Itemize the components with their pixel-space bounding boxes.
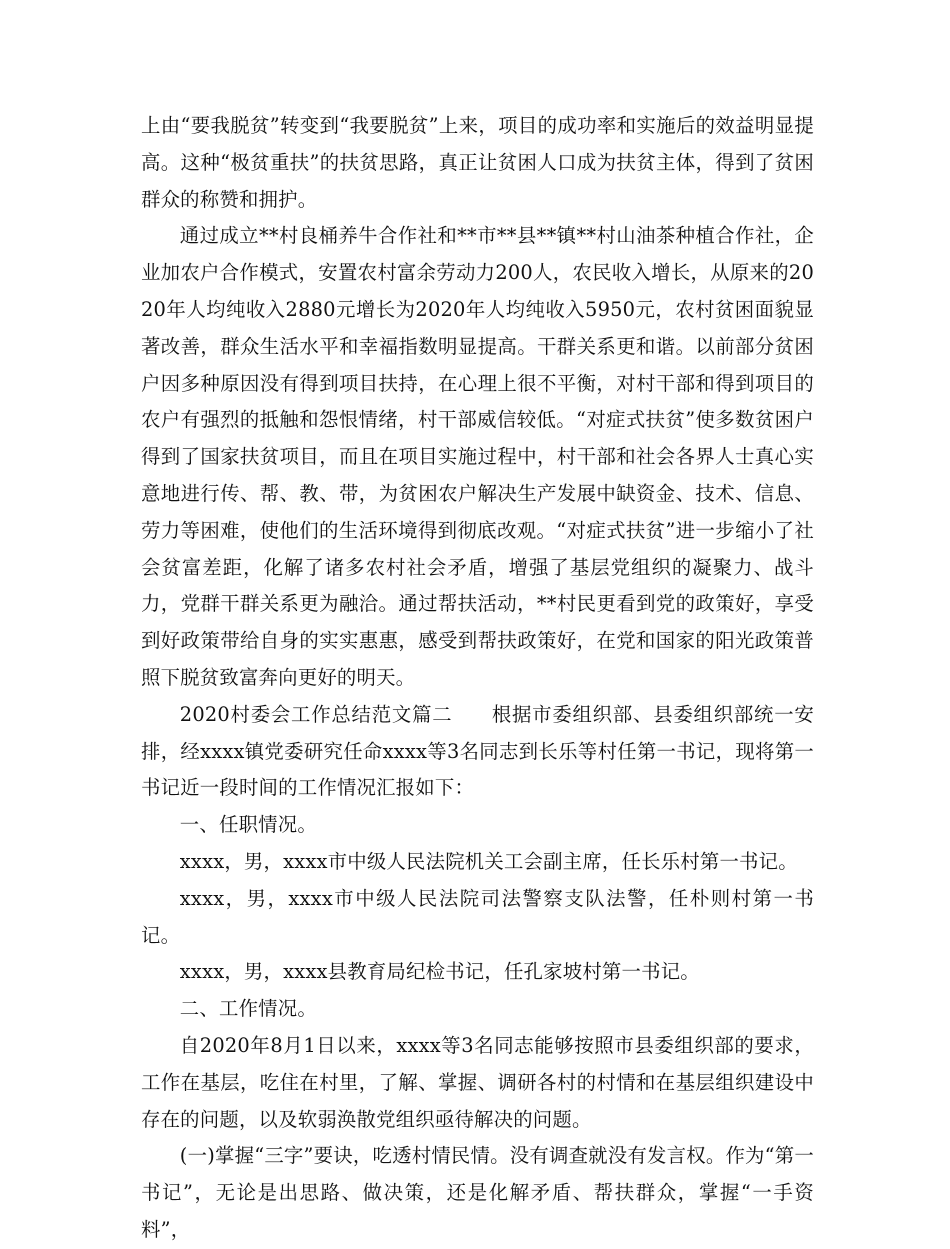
heading-work: 二、工作情况。 bbox=[179, 997, 317, 1021]
section-two-text: 根据市委组织部、县委组织部统一安排，经xxxx镇党委研究任命xxxx等3名同志到长乐等村任第一书记，现将第一书记近一段时间的工作情况汇报如下： bbox=[141, 702, 814, 800]
heading-appointment: 一、任职情况。 bbox=[179, 813, 317, 837]
appointee-1: xxxx，男，xxxx市中级人民法院机关工会副主席，任长乐村第一书记。 bbox=[179, 849, 798, 873]
work-paragraph: 自2020年8月1日以来，xxxx等3名同志能够按照市县委组织部的要求，工作在基层，吃住在村里，了解、掌握、调研各村的村情和在基层组织建设中存在的问题，以及软弱涣散党组织亟待解决的问题。 bbox=[141, 1033, 814, 1131]
section-two-paragraph bbox=[141, 697, 814, 807]
appointee-3: xxxx，男，xxxx县教育局纪检书记，任孔家坡村第一书记。 bbox=[179, 960, 700, 984]
appointee-2: xxxx，男，xxxx市中级人民法院司法警察支队法警，任朴则村第一书记。 bbox=[141, 886, 814, 947]
section-one-paragraph: (一)掌握“三字”要诀，吃透村情民情。没有调查就没有发言权。作为“第一书记”，无论是出思路、做决策，还是化解矛盾、帮扶群众，掌握“一手资料”， bbox=[141, 1144, 814, 1241]
section-two-title: 2020村委会工作总结范文篇二 bbox=[179, 702, 453, 726]
paragraph-1: 上由“要我脱贫”转变到“我要脱贫”上来，项目的成功率和实施后的效益明显提高。这种“极贫重扶”的扶贫思路，真正让贫困人口成为扶贫主体，得到了贫困群众的称赞和拥护。 bbox=[141, 114, 814, 211]
document-page bbox=[141, 108, 814, 1249]
paragraph-2: 通过成立**村良桶养牛合作社和**市**县**镇**村山油茶种植合作社，企业加农户合作模式，安置农村富余劳动力200人，农民收入增长，从原来的2020年人均纯收入2880元增长为2020年人均纯收入5950元，农村贫困面貌显著改善，群众生活水平和幸福指数明显提高。干群关系更和谐。以前部分贫困户因多种原因没有得到项目扶持，在心理上很不平衡，对村干部和得到项目的农户有强烈的抵触和怨恨情绪，村干部威信较低。“对症式扶贫”使多数贫困户得到了国家扶贫项目，而且在项目实施过程中，村干部和社会各界人士真心实意地进行传、帮、教、带，为贫困农户解决生产发展中缺资金、技术、信息、劳力等困难，使他们的生活环境得到彻底改观。“对症式扶贫”进一步缩小了社会贫富差距，化解了诸多农村社会矛盾，增强了基层党组织的凝聚力、战斗力，党群干群关系更为融洽。通过帮扶活动，**村民更看到党的政策好，享受到好政策带给自身的实实惠惠，感受到帮扶政策好，在党和国家的阳光政策普照下脱贫致富奔向更好的明天。 bbox=[141, 224, 814, 689]
